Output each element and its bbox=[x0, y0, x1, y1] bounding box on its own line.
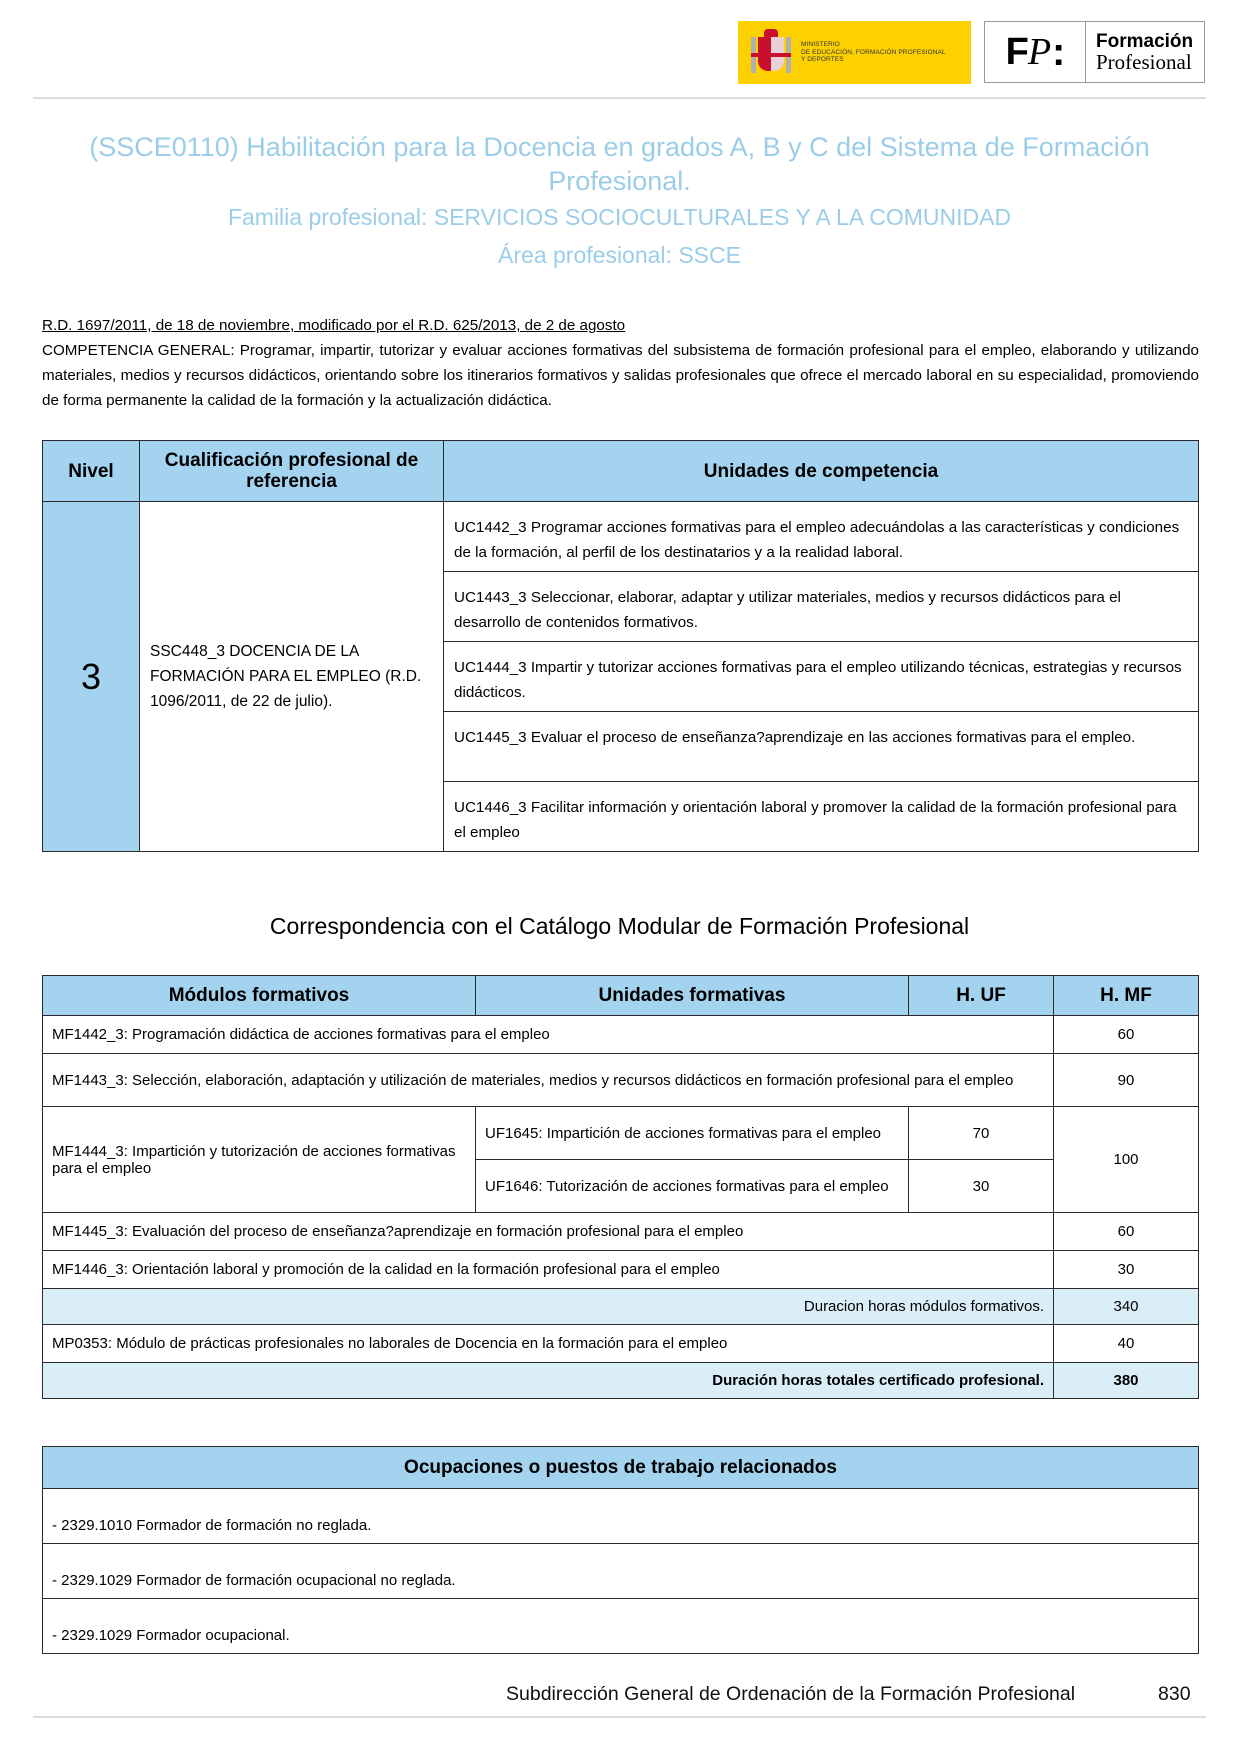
competence-table-header bbox=[43, 441, 1199, 502]
header-h-uf: H. UF bbox=[909, 976, 1054, 1016]
competence-unit: UC1445_3 Evaluar el proceso de enseñanza?aprendizaje en las acciones formativas para el empleo. bbox=[444, 712, 1199, 782]
header-ocupaciones: Ocupaciones o puestos de trabajo relacionados bbox=[43, 1447, 1199, 1489]
header-h-mf: H. MF bbox=[1054, 976, 1199, 1016]
table-row bbox=[43, 1213, 1199, 1251]
total-label: Duración horas totales certificado profesional. bbox=[43, 1363, 1054, 1399]
header-unidades: Unidades de competencia bbox=[444, 441, 1199, 502]
modules-table-header bbox=[43, 976, 1199, 1016]
practicas-hours: 40 bbox=[1054, 1325, 1199, 1363]
unit-hours: 70 bbox=[909, 1107, 1054, 1160]
subtotal-label: Duracion horas módulos formativos. bbox=[43, 1289, 1054, 1325]
competence-unit: UC1443_3 Seleccionar, elaborar, adaptar y utilizar materiales, medios y recursos didácticos para el desarrollo de contenidos formativos. bbox=[444, 572, 1199, 642]
footer-divider bbox=[33, 1716, 1206, 1718]
module-hours: 100 bbox=[1054, 1107, 1199, 1213]
unit-hours: 30 bbox=[909, 1160, 1054, 1213]
competence-unit: UC1444_3 Impartir y tutorizar acciones formativas para el empleo utilizando técnicas, estrategias y recursos didácticos. bbox=[444, 642, 1199, 712]
module-hours: 60 bbox=[1054, 1213, 1199, 1251]
module-name: MF1443_3: Selección, elaboración, adaptación y utilización de materiales, medios y recursos didácticos en formación profesional para el empleo bbox=[43, 1054, 1054, 1107]
occupation-item: - 2329.1029 Formador ocupacional. bbox=[43, 1599, 1199, 1654]
area-profesional: Área profesional: SSCE bbox=[498, 242, 741, 268]
module-name: MF1444_3: Impartición y tutorización de acciones formativas para el empleo bbox=[43, 1107, 476, 1213]
table-row bbox=[43, 1251, 1199, 1289]
correspondence-section-title: Correspondencia con el Catálogo Modular de Formación Profesional bbox=[269, 913, 970, 939]
fp-logo-name: Formación Profesional bbox=[1096, 31, 1194, 74]
competence-unit: UC1446_3 Facilitar información y orientación laboral y promover la calidad de la formación profesional para el empleo bbox=[444, 782, 1199, 852]
header-modulos: Módulos formativos bbox=[43, 976, 476, 1016]
occupations-table bbox=[42, 1446, 1199, 1654]
title-block bbox=[33, 130, 1206, 270]
table-row bbox=[43, 1325, 1199, 1363]
module-hours: 60 bbox=[1054, 1016, 1199, 1054]
table-row bbox=[43, 1107, 1199, 1160]
module-name: MF1445_3: Evaluación del proceso de enseñanza?aprendizaje en formación profesional para el empleo bbox=[43, 1213, 1054, 1251]
module-hours: 90 bbox=[1054, 1054, 1199, 1107]
table-row bbox=[43, 1016, 1199, 1054]
table-row bbox=[43, 1599, 1199, 1654]
module-name: MF1442_3: Programación didáctica de acciones formativas para el empleo bbox=[43, 1016, 1054, 1054]
competencia-general: COMPETENCIA GENERAL: Programar, impartir, tutorizar y evaluar acciones formativas del subsistema de formación profesional para el empleo, elaborando y utilizando materiales, medios y recursos didácticos, orientando sobre los itinerarios formativos y salidas profesionales que ofrece el mercado laboral en su especialidad, promoviendo de forma permanente la calidad de la formación y la actualización didáctica. bbox=[42, 342, 1199, 409]
occupation-item: - 2329.1029 Formador de formación ocupacional no reglada. bbox=[43, 1544, 1199, 1599]
module-hours: 30 bbox=[1054, 1251, 1199, 1289]
page-number: 830 bbox=[1158, 1683, 1191, 1705]
table-row bbox=[43, 1054, 1199, 1107]
unit-name: UF1645: Impartición de acciones formativas para el empleo bbox=[476, 1107, 909, 1160]
ministry-name: MINISTERIO DE EDUCACIÓN, FORMACIÓN PROFESIONAL Y DEPORTES bbox=[801, 41, 946, 64]
footer-text: Subdirección General de Ordenación de la Formación Profesional bbox=[506, 1683, 1076, 1705]
occupation-item: - 2329.1010 Formador de formación no reglada. bbox=[43, 1489, 1199, 1544]
table-row bbox=[43, 1544, 1199, 1599]
legal-section bbox=[42, 313, 1199, 413]
fp-logo bbox=[984, 21, 1205, 83]
familia-profesional: Familia profesional: SERVICIOS SOCIOCULTURALES Y A LA COMUNIDAD bbox=[227, 204, 1012, 230]
modules-table bbox=[42, 975, 1199, 1399]
page-title: (SSCE0110) Habilitación para la Docencia en grados A, B y C del Sistema de Formación Profesional. bbox=[89, 132, 1150, 196]
nivel-value: 3 bbox=[43, 502, 140, 852]
subtotal-row bbox=[43, 1289, 1199, 1325]
cualificacion-value: SSC448_3 DOCENCIA DE LA FORMACIÓN PARA EL EMPLEO (R.D. 1096/2011, de 22 de julio). bbox=[140, 502, 444, 852]
total-row bbox=[43, 1363, 1199, 1399]
header-nivel: Nivel bbox=[43, 441, 140, 502]
total-value: 380 bbox=[1054, 1363, 1199, 1399]
competence-table bbox=[42, 440, 1199, 852]
coat-of-arms-icon bbox=[751, 29, 791, 77]
module-name: MF1446_3: Orientación laboral y promoción de la calidad en la formación profesional para el empleo bbox=[43, 1251, 1054, 1289]
header-divider bbox=[33, 97, 1206, 99]
royal-decree-reference: R.D. 1697/2011, de 18 de noviembre, modificado por el R.D. 625/2013, de 2 de agosto bbox=[42, 317, 626, 334]
table-row bbox=[43, 502, 1199, 572]
unit-name: UF1646: Tutorización de acciones formativas para el empleo bbox=[476, 1160, 909, 1213]
header-unidades-formativas: Unidades formativas bbox=[476, 976, 909, 1016]
header-cualificacion: Cualificación profesional de referencia bbox=[140, 441, 444, 502]
ministry-logo bbox=[738, 21, 971, 84]
occupations-table-header bbox=[43, 1447, 1199, 1489]
practicas-name: MP0353: Módulo de prácticas profesionales no laborales de Docencia en la formación para el empleo bbox=[43, 1325, 1054, 1363]
table-row bbox=[43, 1489, 1199, 1544]
fp-mark-icon: F P : bbox=[985, 22, 1086, 82]
subtotal-value: 340 bbox=[1054, 1289, 1199, 1325]
competence-unit: UC1442_3 Programar acciones formativas para el empleo adecuándolas a las características y condiciones de la formación, al perfil de los destinatarios y a la realidad laboral. bbox=[444, 502, 1199, 572]
